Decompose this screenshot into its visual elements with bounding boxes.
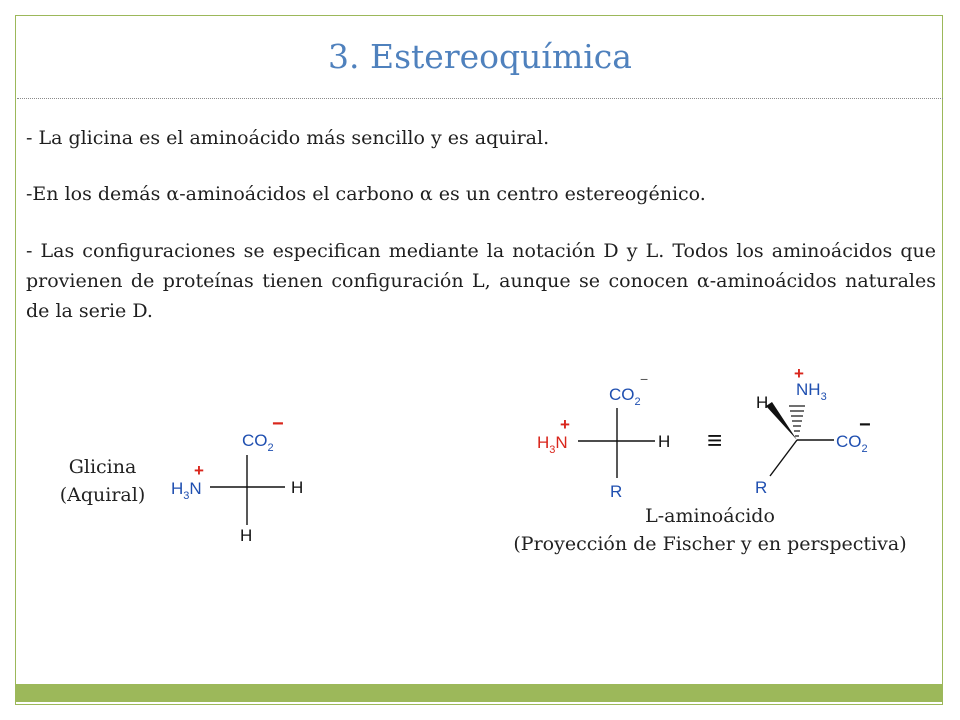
perspective-ammonium: $NH_3$ — [796, 380, 827, 403]
glycine-right-hydrogen: H — [291, 478, 304, 497]
glycine-negative-charge: − — [272, 413, 284, 435]
perspective-r-group: R — [755, 478, 768, 497]
fischer-negative-charge: − — [640, 371, 649, 387]
fischer-positive-charge: + — [560, 415, 570, 434]
glycine-ammonium: $H_3N$ — [171, 479, 202, 502]
paragraph-stereocenter: -En los demás α-aminoácidos el carbono α es un centro estereogénico. — [26, 183, 706, 205]
l-amino-perspective — [755, 364, 871, 497]
fischer-ammonium: $H_3N$ — [537, 433, 568, 456]
glycine-name: Glicina — [68, 456, 137, 478]
l-amino-name: L-aminoácido — [645, 505, 775, 527]
fischer-carboxylate: $CO_2$ — [609, 385, 641, 408]
l-amino-fischer — [537, 371, 670, 501]
equivalence-symbol: ≡ — [707, 425, 723, 455]
glycine-carboxylate: $CO_2$ — [242, 431, 274, 454]
perspective-carboxylate: $CO_2$ — [836, 432, 868, 455]
perspective-hydrogen: H — [756, 393, 769, 412]
fischer-right-hydrogen: H — [658, 432, 671, 451]
paragraph-configurations: - Las configuraciones se especifican mediante la notación D y L. Todos los aminoácidos que provienen de proteínas tienen configuración L, aunque se conocen α-aminoácidos naturales de la serie D. — [26, 240, 936, 322]
footer-accent-bar — [16, 684, 943, 702]
perspective-positive-charge: + — [794, 364, 804, 383]
slide-title: 3. Estereoquímica — [328, 37, 632, 76]
fischer-r-group: R — [610, 482, 623, 501]
perspective-negative-charge: − — [859, 414, 871, 436]
bond-r-group — [770, 440, 797, 476]
glycine-achiral-note: (Aquiral) — [59, 484, 146, 506]
glycine-bottom-hydrogen: H — [240, 526, 253, 545]
paragraph-glycine: - La glicina es el aminoácido más sencillo y es aquiral. — [26, 127, 550, 149]
glycine-positive-charge: + — [194, 461, 204, 480]
glycine-structure — [171, 413, 303, 545]
l-amino-projection-note: (Proyección de Fischer y en perspectiva) — [513, 533, 907, 555]
